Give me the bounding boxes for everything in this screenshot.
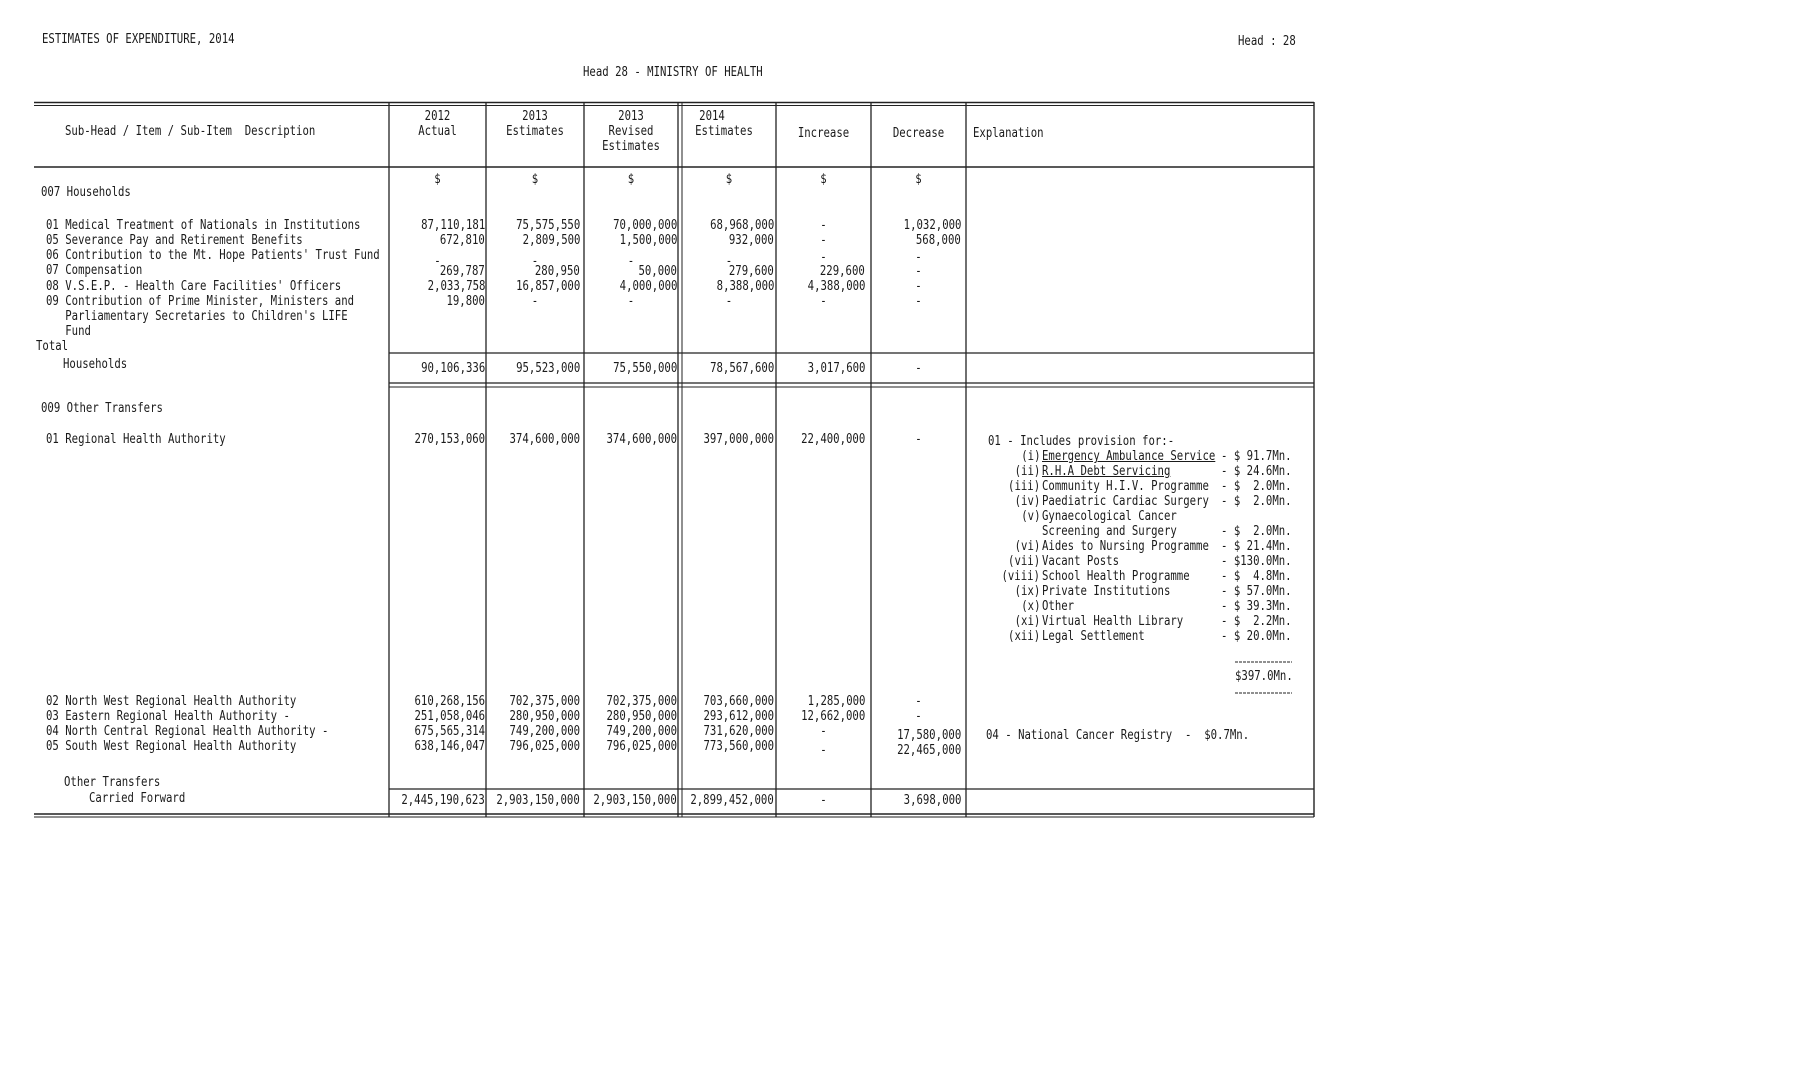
explanation-text: Community H.I.V. Programme (1042, 479, 1209, 494)
cell-est2014: 293,612,000 (703, 709, 774, 724)
item-label: 07 Compensation (46, 263, 143, 278)
cell-decrease: - (915, 250, 922, 265)
cell-actual: - (434, 254, 441, 269)
cell-decrease: 1,032,000 (903, 218, 961, 233)
explanation-amount: - $ 57.0Mn. (1221, 584, 1292, 599)
section-title-households: 007 Households (41, 185, 131, 200)
cell-actual: 87,110,181 (420, 218, 485, 233)
explanation-num: (i) (1020, 449, 1040, 464)
column-header-decrease: Decrease (892, 126, 945, 141)
item-label: Parliamentary Secretaries to Children's LIFE (46, 309, 348, 324)
cell-rev2013: 749,200,000 (606, 724, 677, 739)
explanation-amount: - $ 39.3Mn. (1221, 599, 1292, 614)
cf-increase: - (820, 793, 827, 808)
item-label: Fund (46, 324, 91, 339)
explanation-text: Legal Settlement (1042, 629, 1145, 644)
cell-actual: 251,058,046 (414, 709, 485, 724)
explanation-num: (x) (1020, 599, 1040, 614)
explanation-text: School Health Programme (1042, 569, 1190, 584)
cell-increase: 22,400,000 (800, 432, 865, 447)
total-actual: 90,106,336 (420, 361, 485, 376)
cell-actual: 19,800 (446, 294, 485, 309)
item-label: 04 North Central Regional Health Authority - (46, 724, 329, 739)
explanation-num: (xii) (1007, 629, 1040, 644)
currency-symbol: $ (531, 172, 539, 187)
total-est2014: 78,567,600 (709, 361, 774, 376)
column-header-revised-year: 2013 (618, 109, 644, 124)
column-header-2012-label: Actual (418, 124, 457, 139)
cell-est2014: 932,000 (729, 233, 774, 248)
cf-est2013: 2,903,150,000 (496, 793, 580, 808)
item-label: 02 North West Regional Health Authority (46, 694, 297, 709)
item-label: 05 South West Regional Health Authority (46, 739, 297, 754)
cell-est2013: 749,200,000 (509, 724, 580, 739)
cell-est2014: 8,388,000 (716, 279, 774, 294)
cell-est2013: 16,857,000 (515, 279, 580, 294)
carried-forward-label: Other Transfers (64, 775, 161, 790)
explanation-num: (iii) (1007, 479, 1040, 494)
cf-rev2013: 2,903,150,000 (593, 793, 677, 808)
cell-est2014: 279,600 (729, 264, 774, 279)
cell-rev2013: 702,375,000 (606, 694, 677, 709)
explanation-num: (vi) (1014, 539, 1040, 554)
cell-rev2013: 1,500,000 (619, 233, 677, 248)
cell-decrease: 568,000 (916, 233, 961, 248)
cell-actual: 269,787 (440, 264, 485, 279)
cell-est2013: 702,375,000 (509, 694, 580, 709)
explanation-text: Other (1042, 599, 1075, 614)
item-label: 01 Medical Treatment of Nationals in Institutions (46, 218, 361, 233)
cell-actual: 675,565,314 (414, 724, 485, 739)
explanation-text: Private Institutions (1042, 584, 1171, 599)
column-header-2014-year: 2014 (699, 109, 725, 124)
cell-rev2013: 280,950,000 (606, 709, 677, 724)
column-header-2013-year: 2013 (522, 109, 548, 124)
explanation-num: (v) (1020, 509, 1040, 524)
cell-increase: - (820, 233, 827, 248)
cell-actual: 672,810 (440, 233, 485, 248)
cell-est2013: 280,950 (535, 264, 580, 279)
cell-est2013: - (531, 254, 539, 269)
cell-est2014: 68,968,000 (709, 218, 774, 233)
explanation-num: (ii) (1014, 464, 1040, 479)
cell-actual: 270,153,060 (414, 432, 485, 447)
column-header-2012-year: 2012 (424, 109, 451, 124)
cell-increase: - (820, 294, 827, 309)
cell-est2014: 773,560,000 (703, 739, 774, 754)
total-decrease: - (915, 361, 922, 376)
cell-est2013: - (531, 294, 539, 309)
total-sublabel: Households (63, 357, 128, 372)
total-est2013: 95,523,000 (515, 361, 580, 376)
currency-symbol: $ (725, 172, 733, 187)
cell-est2013: 796,025,000 (509, 739, 580, 754)
total-rev2013: 75,550,000 (612, 361, 677, 376)
explanation-num: (ix) (1014, 584, 1040, 599)
cell-increase: - (820, 724, 827, 739)
explanation-04: 04 - National Cancer Registry - $0.7Mn. (986, 728, 1250, 743)
cell-decrease: - (915, 264, 922, 279)
explanation-intro: 01 - Includes provision for:- (988, 434, 1175, 449)
total-increase: 3,017,600 (807, 361, 865, 376)
cell-rev2013: 4,000,000 (619, 279, 677, 294)
column-header-2014-label: Estimates (695, 124, 753, 139)
cell-decrease: - (915, 279, 922, 294)
explanation-text: Screening and Surgery (1042, 524, 1177, 539)
explanation-text: Virtual Health Library (1042, 614, 1184, 629)
cf-est2014: 2,899,452,000 (690, 793, 774, 808)
explanation-amount: - $ 91.7Mn. (1221, 449, 1292, 464)
cf-decrease: 3,698,000 (903, 793, 961, 808)
cf-actual: 2,445,190,623 (401, 793, 485, 808)
cell-est2014: 703,660,000 (703, 694, 774, 709)
cell-est2014: - (725, 254, 733, 269)
explanation-amount: - $ 2.0Mn. (1221, 524, 1292, 539)
cell-est2014: 397,000,000 (703, 432, 774, 447)
item-label: 09 Contribution of Prime Minister, Ministers and (46, 294, 355, 309)
currency-symbol: $ (434, 172, 441, 187)
cell-increase: - (820, 218, 827, 233)
explanation-text: Aides to Nursing Programme (1042, 539, 1209, 554)
explanation-total: $397.0Mn. (1235, 669, 1293, 684)
cell-rev2013: 70,000,000 (612, 218, 677, 233)
cell-rev2013: - (627, 294, 635, 309)
column-header-description: Sub-Head / Item / Sub-Item Description (65, 124, 316, 139)
cell-increase: 4,388,000 (807, 279, 865, 294)
explanation-amount: - $ 2.2Mn. (1221, 614, 1292, 629)
column-header-explanation: Explanation (973, 126, 1044, 141)
explanation-text: Paediatric Cardiac Surgery (1042, 494, 1209, 509)
ministry-heading: Head 28 - MINISTRY OF HEALTH (583, 65, 763, 80)
cell-est2013: 374,600,000 (509, 432, 580, 447)
cell-decrease: - (915, 709, 922, 724)
cell-decrease: - (915, 694, 922, 709)
cell-increase: - (820, 743, 827, 758)
explanation-amount: - $130.0Mn. (1221, 554, 1292, 569)
cell-decrease: 22,465,000 (896, 743, 961, 758)
explanation-text: Gynaecological Cancer (1042, 509, 1177, 524)
explanation-amount: - $ 21.4Mn. (1221, 539, 1292, 554)
cell-est2013: 280,950,000 (509, 709, 580, 724)
explanation-amount: - $ 2.0Mn. (1221, 479, 1292, 494)
item-label: 01 Regional Health Authority (46, 432, 226, 447)
explanation-text: Emergency Ambulance Service (1042, 449, 1216, 464)
cell-rev2013: 796,025,000 (606, 739, 677, 754)
cell-decrease: - (915, 432, 922, 447)
document-title: ESTIMATES OF EXPENDITURE, 2014 (42, 32, 235, 47)
expenditure-table (34, 101, 1315, 819)
column-header-increase: Increase (797, 126, 850, 141)
cell-est2014: - (725, 294, 733, 309)
item-label: 06 Contribution to the Mt. Hope Patients' Trust Fund (46, 248, 380, 263)
cell-decrease: 17,580,000 (896, 728, 961, 743)
explanation-amount: - $ 24.6Mn. (1221, 464, 1292, 479)
explanation-num: (viii) (1001, 569, 1040, 584)
cell-est2013: 75,575,550 (515, 218, 580, 233)
cell-actual: 2,033,758 (427, 279, 485, 294)
column-header-revised-label2: Estimates (602, 139, 660, 154)
currency-symbol: $ (915, 172, 922, 187)
item-label: 08 V.S.E.P. - Health Care Facilities' Officers (46, 279, 342, 294)
cell-increase: 1,285,000 (807, 694, 865, 709)
section-title-other-transfers: 009 Other Transfers (41, 401, 163, 416)
currency-symbol: $ (627, 172, 635, 187)
explanation-text: R.H.A Debt Servicing (1042, 464, 1171, 479)
explanation-num: (xi) (1014, 614, 1040, 629)
cell-decrease: - (915, 294, 922, 309)
currency-symbol: $ (820, 172, 827, 187)
cell-increase: - (820, 250, 827, 265)
cell-rev2013: 374,600,000 (606, 432, 677, 447)
explanation-amount: - $ 2.0Mn. (1221, 494, 1292, 509)
cell-increase: 229,600 (820, 264, 865, 279)
item-label: 05 Severance Pay and Retirement Benefits (46, 233, 303, 248)
cell-actual: 638,146,047 (414, 739, 485, 754)
column-header-2013-label: Estimates (506, 124, 564, 139)
cell-increase: 12,662,000 (800, 709, 865, 724)
column-header-revised-label: Revised (608, 124, 654, 139)
explanation-num: (iv) (1014, 494, 1040, 509)
explanation-text: Vacant Posts (1042, 554, 1120, 569)
explanation-num: (vii) (1007, 554, 1040, 569)
cell-rev2013: - (627, 254, 635, 269)
total-label: Total (36, 339, 69, 354)
explanation-amount: - $ 4.8Mn. (1221, 569, 1292, 584)
cell-est2014: 731,620,000 (703, 724, 774, 739)
cell-rev2013: 50,000 (638, 264, 677, 279)
carried-forward-sublabel: Carried Forward (89, 791, 186, 806)
head-number: Head : 28 (1238, 34, 1296, 49)
cell-est2013: 2,809,500 (522, 233, 580, 248)
explanation-amount: - $ 20.0Mn. (1221, 629, 1292, 644)
cell-actual: 610,268,156 (414, 694, 485, 709)
item-label: 03 Eastern Regional Health Authority - (46, 709, 290, 724)
